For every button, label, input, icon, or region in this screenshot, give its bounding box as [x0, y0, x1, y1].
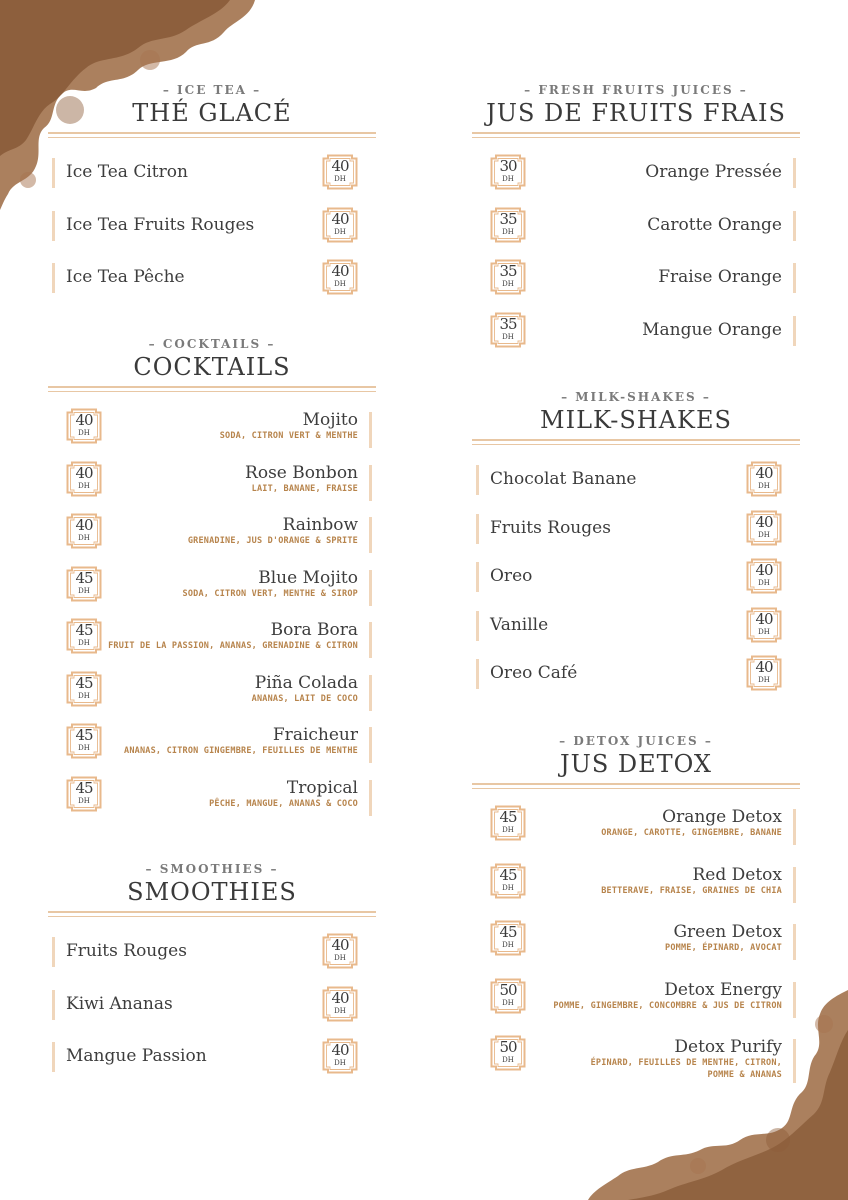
menu-item	[48, 1038, 376, 1091]
item-accent-bar	[476, 465, 479, 495]
price-tag	[746, 607, 782, 643]
price-amount: 45	[75, 621, 93, 639]
menu-item	[472, 655, 800, 704]
item-accent-bar	[793, 263, 796, 293]
price-amount: 35	[499, 314, 517, 333]
section-ice-tea	[48, 82, 376, 312]
section-fresh-juices	[472, 82, 800, 364]
price-currency: DH	[78, 534, 90, 542]
section-smoothies	[48, 861, 376, 1091]
item-name: Bora Bora	[270, 620, 358, 640]
section-divider	[472, 783, 800, 789]
section-divider	[472, 439, 800, 445]
menu-item-list	[48, 933, 376, 1091]
item-accent-bar	[52, 1042, 55, 1072]
menu-item-list	[48, 408, 376, 828]
price-tag	[66, 618, 102, 654]
menu-item	[472, 207, 800, 260]
price-tag	[746, 461, 782, 497]
item-accent-bar	[369, 570, 372, 606]
price-amount: 50	[499, 980, 517, 999]
item-description: SODA, CITRON VERT & MENTHE	[219, 431, 358, 441]
section-subtitle: – SMOOTHIES –	[145, 862, 279, 876]
item-name: Blue Mojito	[258, 567, 358, 588]
item-description: POMME, GINGEMBRE, CONCOMBRE & JUS DE CITRON	[553, 1000, 782, 1011]
menu-item	[48, 259, 376, 312]
item-name: Ice Tea Citron	[66, 162, 188, 182]
item-name: Oreo	[490, 566, 533, 586]
price-currency: DH	[334, 280, 346, 288]
price-amount: 35	[499, 262, 517, 280]
price-tag	[66, 723, 102, 759]
item-accent-bar	[793, 1039, 796, 1083]
price-amount: 35	[499, 209, 517, 228]
item-accent-bar	[476, 562, 479, 592]
item-name: Fruits Rouges	[66, 941, 187, 961]
menu-item	[472, 558, 800, 607]
menu-item	[48, 986, 376, 1039]
item-name: Detox Purify	[674, 1037, 782, 1057]
section-subtitle: – COCKTAILS –	[148, 337, 276, 351]
item-accent-bar	[793, 316, 796, 346]
price-currency: DH	[758, 530, 770, 539]
price-amount: 45	[499, 865, 517, 884]
item-name: Carotte Orange	[647, 214, 782, 235]
section-cocktails	[48, 336, 376, 828]
price-tag	[66, 566, 102, 602]
price-currency: DH	[334, 227, 346, 236]
price-currency: DH	[334, 1059, 346, 1067]
menu-item	[472, 863, 800, 921]
item-description: POMME & ANANAS	[707, 1070, 782, 1080]
price-tag	[490, 259, 526, 295]
menu-item	[472, 1035, 800, 1093]
item-accent-bar	[369, 465, 372, 501]
item-name: Green Detox	[673, 922, 782, 942]
item-description: FRUIT DE LA PASSION, ANANAS, GRENADINE & CITRON	[108, 641, 358, 651]
item-accent-bar	[793, 982, 796, 1018]
menu-item	[48, 776, 376, 829]
section-divider	[48, 911, 376, 917]
section-detox-juices	[472, 733, 800, 1093]
item-accent-bar	[793, 809, 796, 845]
price-amount: 40	[331, 1041, 349, 1059]
menu-item	[472, 510, 800, 559]
price-tag	[322, 933, 358, 969]
menu-item-list	[48, 154, 376, 312]
price-amount: 40	[755, 512, 773, 531]
item-name: Orange Pressée	[645, 162, 782, 182]
menu-item	[48, 618, 376, 671]
price-tag	[66, 776, 102, 812]
menu-item	[48, 566, 376, 619]
section-milkshakes	[472, 389, 800, 704]
section-divider	[472, 132, 800, 138]
price-tag	[746, 558, 782, 594]
menu-item	[48, 723, 376, 776]
menu-item	[48, 671, 376, 724]
section-subtitle: – DETOX JUICES –	[559, 734, 713, 748]
price-currency: DH	[502, 883, 514, 892]
section-title: JUS DE FRUITS FRAIS	[486, 99, 786, 127]
price-currency: DH	[502, 175, 514, 183]
menu-item	[48, 207, 376, 260]
section-divider	[48, 132, 376, 138]
menu-item	[48, 513, 376, 566]
price-currency: DH	[78, 586, 90, 595]
price-amount: 45	[75, 673, 93, 692]
item-name: Tropical	[286, 777, 358, 798]
item-accent-bar	[52, 211, 55, 241]
price-tag	[490, 805, 526, 841]
price-currency: DH	[502, 227, 514, 236]
item-accent-bar	[369, 517, 372, 553]
item-name: Mangue Passion	[66, 1046, 207, 1066]
price-tag	[66, 671, 102, 707]
item-description: PÊCHE, MANGUE, ANANAS & COCO	[209, 798, 358, 809]
menu-item	[48, 154, 376, 207]
menu-item-list	[472, 461, 800, 704]
section-title: JUS DETOX	[559, 750, 713, 778]
item-name: Chocolat Banane	[490, 469, 637, 489]
item-name: Fruits Rouges	[490, 517, 611, 538]
price-amount: 45	[75, 726, 93, 744]
item-accent-bar	[476, 659, 479, 689]
section-subtitle: – MILK-SHAKES –	[561, 390, 711, 404]
price-amount: 30	[499, 157, 517, 175]
price-currency: DH	[334, 1006, 346, 1015]
menu-item	[472, 805, 800, 863]
menu-item	[472, 312, 800, 365]
price-amount: 40	[755, 658, 773, 676]
price-amount: 40	[75, 411, 93, 429]
price-currency: DH	[502, 998, 514, 1007]
price-tag	[746, 655, 782, 691]
price-tag	[490, 863, 526, 899]
price-amount: 40	[755, 561, 773, 579]
item-description: LAIT, BANANE, FRAISE	[251, 483, 358, 494]
section-title: MILK-SHAKES	[540, 406, 732, 434]
price-amount: 45	[75, 778, 93, 797]
item-name: Mangue Orange	[642, 319, 782, 340]
item-accent-bar	[793, 867, 796, 903]
price-amount: 40	[75, 463, 93, 482]
price-amount: 40	[331, 209, 349, 228]
item-accent-bar	[369, 412, 372, 448]
price-amount: 50	[499, 1038, 517, 1056]
price-currency: DH	[758, 482, 770, 490]
menu-item	[48, 408, 376, 461]
item-description: ÉPINARD, FEUILLES DE MENTHE, CITRON,	[590, 1058, 782, 1068]
item-name: Detox Energy	[664, 979, 782, 1000]
item-name: Vanille	[490, 614, 549, 635]
menu-item	[472, 461, 800, 510]
item-name: Rose Bonbon	[245, 462, 358, 483]
price-tag	[66, 513, 102, 549]
item-name: Mojito	[302, 410, 358, 430]
price-amount: 40	[331, 157, 349, 175]
item-accent-bar	[52, 263, 55, 293]
price-currency: DH	[78, 429, 90, 437]
item-description: ORANGE, CAROTTE, GINGEMBRE, BANANE	[601, 828, 782, 838]
section-title: THÉ GLACÉ	[132, 99, 292, 127]
item-description: BETTERAVE, FRAISE, GRAINES DE CHIA	[601, 885, 782, 896]
item-name: Orange Detox	[662, 807, 782, 827]
item-accent-bar	[52, 990, 55, 1020]
menu-item-list	[472, 154, 800, 364]
menu-item-list	[472, 805, 800, 1093]
price-tag	[66, 408, 102, 444]
price-amount: 45	[499, 923, 517, 941]
price-currency: DH	[78, 691, 90, 700]
item-accent-bar	[52, 937, 55, 967]
price-tag	[66, 461, 102, 497]
price-currency: DH	[758, 627, 770, 636]
price-tag	[490, 312, 526, 348]
item-name: Rainbow	[282, 515, 358, 535]
section-divider	[48, 386, 376, 392]
item-name: Fraise Orange	[658, 267, 782, 287]
price-currency: DH	[334, 954, 346, 962]
item-name: Fraicheur	[272, 725, 358, 745]
price-tag	[490, 978, 526, 1014]
item-accent-bar	[369, 675, 372, 711]
menu-item	[472, 978, 800, 1036]
price-tag	[322, 207, 358, 243]
section-title: COCKTAILS	[133, 353, 291, 381]
menu-item	[48, 933, 376, 986]
price-currency: DH	[502, 826, 514, 834]
price-amount: 45	[499, 808, 517, 826]
price-amount: 40	[755, 609, 773, 628]
item-description: POMME, ÉPINARD, AVOCAT	[665, 943, 782, 953]
menu-item	[472, 259, 800, 312]
price-tag	[746, 510, 782, 546]
price-amount: 45	[75, 568, 93, 587]
price-tag	[322, 259, 358, 295]
price-tag	[322, 986, 358, 1022]
section-subtitle: – ICE TEA –	[162, 83, 262, 97]
menu-item	[48, 461, 376, 514]
price-currency: DH	[78, 639, 90, 647]
price-tag	[490, 1035, 526, 1071]
price-currency: DH	[502, 941, 514, 949]
price-amount: 40	[331, 262, 349, 280]
price-currency: DH	[78, 796, 90, 805]
item-accent-bar	[52, 158, 55, 188]
item-accent-bar	[793, 158, 796, 188]
price-currency: DH	[502, 332, 514, 341]
menu-item	[472, 154, 800, 207]
item-description: ANANAS, CITRON GINGEMBRE, FEUILLES DE MENTHE	[124, 746, 358, 756]
price-currency: DH	[78, 744, 90, 752]
item-name: Ice Tea Fruits Rouges	[66, 214, 255, 235]
section-subtitle: – FRESH FRUITS JUICES –	[524, 83, 748, 97]
item-name: Ice Tea Pêche	[66, 267, 185, 287]
item-accent-bar	[369, 622, 372, 658]
price-currency: DH	[78, 481, 90, 490]
price-tag	[322, 1038, 358, 1074]
price-currency: DH	[758, 579, 770, 587]
item-accent-bar	[793, 211, 796, 241]
section-title: SMOOTHIES	[127, 878, 297, 906]
item-description: ANANAS, LAIT DE COCO	[251, 693, 358, 704]
item-accent-bar	[476, 514, 479, 544]
menu-item	[472, 920, 800, 978]
item-accent-bar	[793, 924, 796, 960]
price-tag	[490, 154, 526, 190]
price-currency: DH	[502, 1056, 514, 1064]
menu-item	[472, 607, 800, 656]
price-tag	[322, 154, 358, 190]
price-amount: 40	[75, 516, 93, 534]
item-accent-bar	[369, 727, 372, 763]
item-name: Red Detox	[692, 864, 782, 885]
price-amount: 40	[331, 936, 349, 954]
price-tag	[490, 920, 526, 956]
price-amount: 40	[755, 464, 773, 482]
price-tag	[490, 207, 526, 243]
price-amount: 40	[331, 988, 349, 1007]
item-name: Kiwi Ananas	[66, 993, 173, 1014]
item-accent-bar	[369, 780, 372, 816]
price-currency: DH	[502, 280, 514, 288]
item-name: Oreo Café	[490, 663, 578, 683]
item-description: SODA, CITRON VERT, MENTHE & SIROP	[182, 588, 358, 599]
item-accent-bar	[476, 611, 479, 641]
price-currency: DH	[758, 676, 770, 684]
item-name: Piña Colada	[254, 672, 358, 693]
item-description: GRENADINE, JUS D'ORANGE & SPRITE	[187, 536, 358, 546]
price-currency: DH	[334, 175, 346, 183]
